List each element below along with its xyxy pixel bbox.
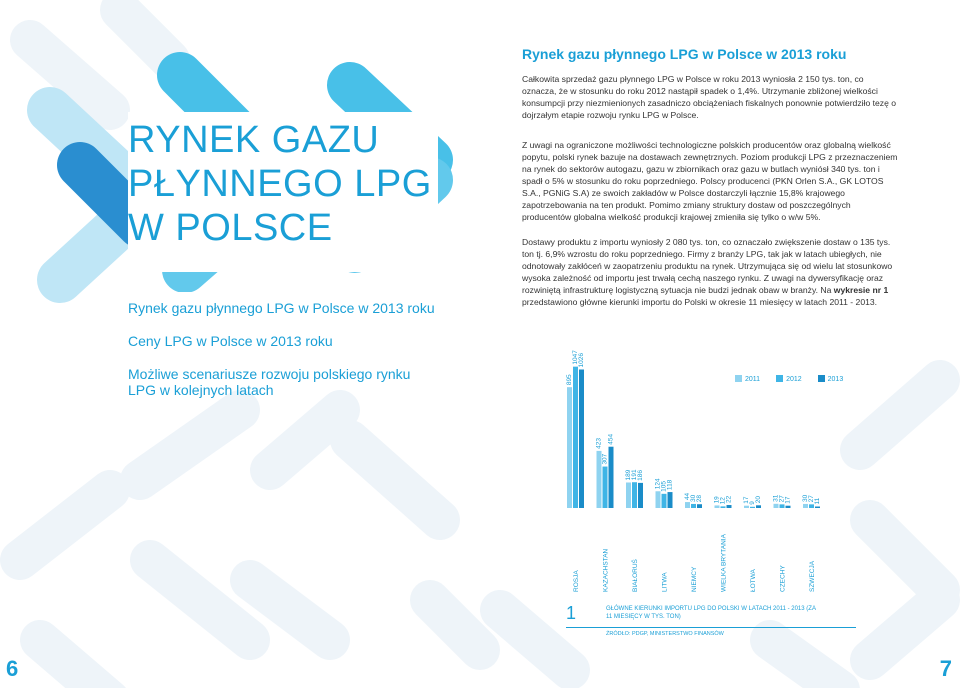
data-label: 895	[566, 374, 573, 386]
bar-rosja-2013	[579, 369, 584, 508]
paragraph-imports	[522, 236, 900, 308]
paragraph-imports-b: przedstawiono główne kierunki importu do Polski w okresie 11 miesięcy w latach 2011 - 2013.	[522, 297, 878, 307]
bar-niemcy-2013	[697, 504, 702, 508]
category-label: WIELKA BRYTANIA	[720, 534, 728, 592]
legend-label-2012: 2012	[786, 376, 802, 383]
bar-litwa-2013	[668, 492, 673, 508]
data-label: 31	[772, 494, 780, 502]
data-label: 20	[755, 496, 762, 504]
import-bar-chart	[560, 350, 850, 600]
category-label: ROSJA	[573, 570, 580, 592]
data-label: 186	[637, 470, 644, 481]
category-label: LITWA	[661, 572, 669, 592]
main-title	[128, 118, 432, 250]
chart-number: 1	[566, 603, 577, 623]
bar-litwa-2012	[662, 494, 667, 508]
data-label: 30	[802, 494, 809, 502]
main-title-line-2: PŁYNNEGO LPG	[128, 163, 432, 205]
bar-szwecja-2011	[803, 504, 808, 508]
bar-wielka-brytania-2012	[721, 506, 726, 508]
data-label: 307	[601, 453, 609, 465]
data-label: 189	[625, 469, 632, 481]
toc-item-lpg-market[interactable]: Rynek gazu płynnego LPG w Polsce w 2013 roku	[128, 300, 435, 316]
category-label: KAZACHSTAN	[602, 548, 610, 592]
chart-caption: GŁÓWNE KIERUNKI IMPORTU LPG DO POLSKI W LATACH 2011 - 2013 (ZA 11 MIESIĘCY W TYS. TON)	[606, 606, 816, 620]
data-label: 28	[696, 494, 703, 503]
bar-łotwa-2013	[756, 505, 761, 508]
data-label: 19	[713, 496, 721, 504]
main-title-line-3: W POLSCE	[128, 207, 333, 249]
data-label: 9	[749, 501, 756, 505]
toc-item-lpg-prices[interactable]: Ceny LPG w Polsce w 2013 roku	[128, 333, 333, 349]
data-label: 118	[666, 479, 674, 491]
data-label: 454	[607, 433, 615, 445]
legend-swatch-2011	[735, 375, 742, 382]
section-title: Rynek gazu płynnego LPG w Polsce w 2013 roku	[522, 46, 847, 62]
data-label: 423	[595, 438, 603, 449]
bar-białoruś-2012	[632, 482, 637, 508]
data-label: 17	[784, 496, 792, 504]
bar-litwa-2011	[656, 491, 661, 508]
caption-divider	[566, 627, 856, 628]
bar-niemcy-2011	[685, 502, 690, 508]
bar-czechy-2011	[774, 504, 779, 508]
category-label: NIEMCY	[691, 566, 698, 592]
bar-wielka-brytania-2013	[727, 505, 732, 508]
data-label: 17	[743, 496, 750, 504]
data-label: 124	[654, 478, 662, 490]
category-label: BIAŁORUŚ	[632, 559, 639, 592]
data-label: 30	[690, 494, 697, 502]
paragraph-imports-a: Dostawy produktu z importu wyniosły 2 080 tys. ton, co oznaczało zwiększenie dostaw o 135 tys. ton tj. 6,9% wzrostu do roku poprzedniego. Firmy z branży LPG, tak jak w latach ubiegłych, nie odnotowały zakłóceń w zaopatrzeniu produktu na rynek. Utrzymująca się od wielu lat stosunkowo wysoka zależność od importu jest trwałą cechą naszego rynku. Z uwagi na dywersyfikację oraz rozwiniętą infrastrukturę logistyczną sytuacja nie budzi jednak obaw w branży. Na	[522, 237, 893, 295]
bar-kazachstan-2013	[609, 447, 614, 508]
data-label: 44	[684, 492, 691, 501]
page-number-left: 6	[6, 656, 19, 681]
bar-czechy-2013	[786, 506, 791, 508]
legend-label-2013: 2013	[827, 376, 844, 383]
chart-legend	[735, 374, 859, 386]
bar-rosja-2012	[573, 367, 578, 508]
toc-item-scenarios[interactable]: Możliwe scenariusze rozwoju polskiego rynku LPG w kolejnych latach	[128, 366, 411, 398]
data-label: 22	[725, 495, 733, 504]
data-label: 1047	[572, 350, 579, 365]
chart-source: ŹRÓDŁO: PDGP, MINISTERSTWO FINANSÓW	[606, 631, 724, 637]
data-label: 105	[660, 480, 668, 492]
chart-reference: wykresie nr 1	[833, 285, 889, 295]
data-label: 11	[814, 497, 821, 505]
paragraph-production: Z uwagi na ograniczone możliwości technologiczne polskich producentów oraz globalną wielkość popytu, polski rynek bazuje na dostawach zewnętrznych. Poziom produkcji LPG z przeznaczeniem na rynek do sektorów autogazu, gazu w zbiornikach oraz gazu w butlach wyniósł 340 tys. ton i spadł o 5% w stosunku do roku poprzedniego. Polscy producenci (PKN Orlen S.A., GK LOTOS S.A., PGNiG S.A) ze swoich zakładów w Polsce dostarczyli łącznie 15,8% krajowego zapotrzebowania na ten produkt. Pomimo zmiany struktury dostaw od poszczególnych producentów globalna wielkość produkcji krajowej zmieniła się tylko o w/w 5%.	[522, 140, 898, 222]
legend-swatch-2013	[818, 375, 825, 382]
bar-białoruś-2013	[638, 483, 643, 508]
data-label: 27	[778, 495, 786, 503]
bar-szwecja-2013	[815, 507, 820, 508]
category-label: SZWECJA	[809, 560, 816, 592]
data-label: 12	[719, 497, 727, 505]
bar-wielka-brytania-2011	[715, 505, 720, 508]
bar-łotwa-2012	[750, 507, 755, 508]
data-label: 1026	[578, 353, 585, 368]
legend-label-2011: 2011	[745, 376, 761, 383]
paragraph-sales: Całkowita sprzedaż gazu płynnego LPG w Polsce w roku 2013 wyniosła 2 150 tys. ton, co oznacza, że w stosunku do roku 2012 nastąpił spadek o 1,4%. Utrzymanie zbliżonej wielkości konsumpcji przy niezmienionych zasadniczo obciążeniach fiskalnych ponownie potwierdziło tezę o dojrzałym etapie rozwoju rynku LPG w Polsce.	[522, 74, 897, 120]
data-label: 27	[808, 495, 815, 503]
category-label: CZECHY	[779, 565, 787, 592]
category-label: ŁOTWA	[750, 569, 757, 592]
legend-swatch-2012	[776, 375, 783, 382]
bar-łotwa-2011	[744, 506, 749, 508]
main-title-line-1: RYNEK GAZU	[128, 119, 380, 161]
data-label: 191	[631, 469, 638, 481]
bar-kazachstan-2012	[603, 467, 608, 508]
bar-białoruś-2011	[626, 482, 631, 508]
bar-niemcy-2012	[691, 504, 696, 508]
page-number-right: 7	[939, 656, 952, 681]
bar-rosja-2011	[567, 387, 572, 508]
bar-czechy-2012	[780, 504, 785, 508]
